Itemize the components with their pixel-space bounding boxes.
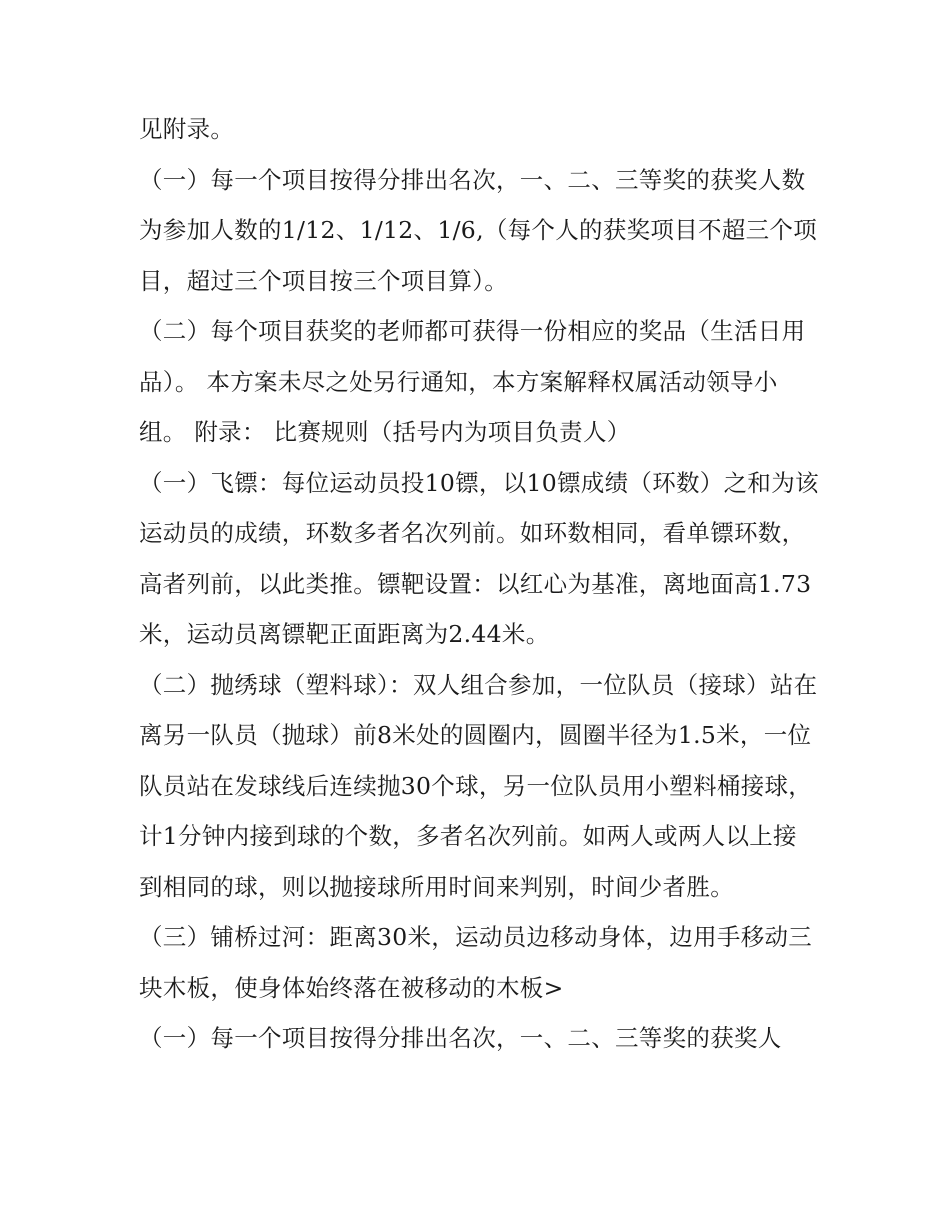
paragraph-prizes-and-rules-intro: （二）每个项目获奖的老师都可获得一份相应的奖品（生活日用品）。 本方案未尽之处另行通知，本方案解释权属活动领导小组。 附录： 比赛规则（括号内为项目负责人） (139, 317, 806, 446)
paragraph-rule-ball-toss: （二）抛绣球（塑料球）：双人组合参加，一位队员（接球）站在离另一队员（抛球）前8米处的圆圈内，圆圈半径为1.5米，一位队员站在发球线后连续抛30个球，另一位队员用小塑料桶接球，计1分钟内接到球的个数，多者名次列前。如两人或两人以上接到相同的球，则以抛接球所用时间来判别，时间少者胜。 (139, 670, 818, 901)
paragraph-award-ranking-repeat: （一）每一个项目按得分排出名次，一、二、三等奖的获奖人 (139, 1024, 782, 1052)
document-body (139, 104, 819, 1064)
paragraph-appendix-ref: 见附录。 (139, 115, 235, 143)
paragraph-award-ranking: （一）每一个项目按得分排出名次，一、二、三等奖的获奖人数为参加人数的1/12、1/12、1/6,（每个人的获奖项目不超三个项目，超过三个项目按三个项目算）。 (139, 165, 818, 295)
paragraph-rule-bridge-crossing: （三）铺桥过河：距离30米，运动员边移动身体，边用手移动三块木板，使身体始终落在被移动的木板> (139, 923, 813, 1002)
paragraph-rule-darts: （一）飞镖：每位运动员投10镖，以10镖成绩（环数）之和为该运动员的成绩，环数多者名次列前。如环数相同，看单镖环数，高者列前，以此类推。镖靶设置：以红心为基准，离地面高1.73米，运动员离镖靶正面距离为2.44米。 (139, 468, 819, 648)
